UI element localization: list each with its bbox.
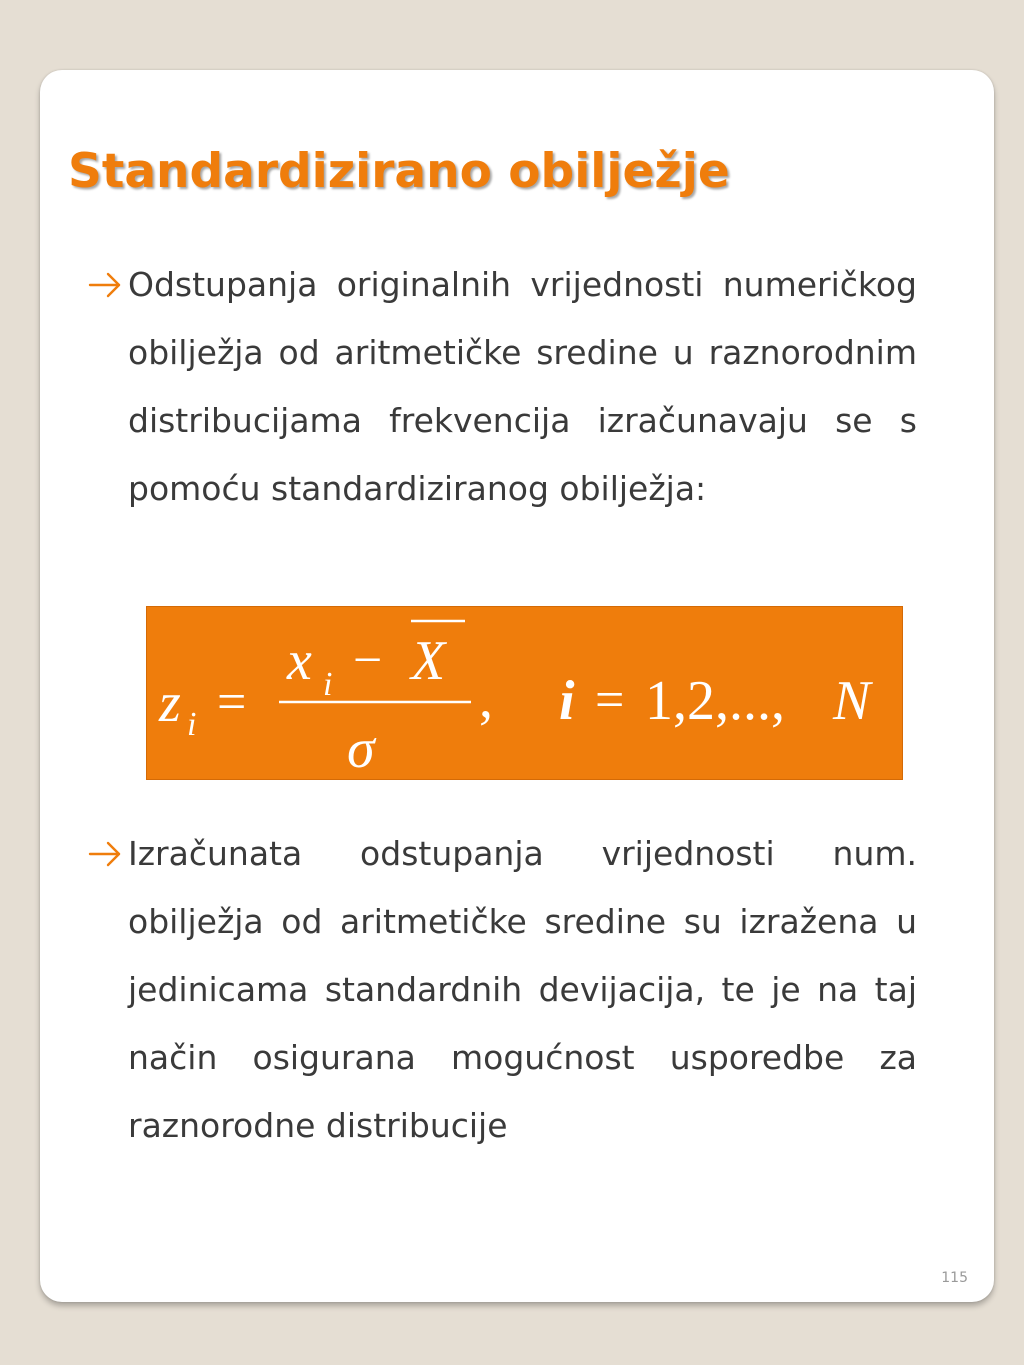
formula-comma: , — [479, 668, 493, 730]
slide — [40, 70, 994, 1302]
slide-title: Standardizirano obilježje — [68, 144, 730, 199]
formula-numerator-subscript: i — [323, 666, 333, 703]
bullet-text: Izračunata odstupanja vrijednosti num. obilježja od aritmetičke sredine su izražena u jedinicama standardnih devijacija, te je na taj način osigurana mogućnost usporedbe za raznorodne distribucije — [128, 834, 917, 1145]
formula-index-range: 1,2,..., — [645, 670, 785, 732]
formula-index-max: N — [833, 670, 871, 732]
bullet-item — [88, 251, 917, 523]
formula-lhs-subscript: i — [187, 706, 197, 743]
formula-equals: = — [217, 674, 247, 731]
arrow-right-icon — [88, 837, 124, 871]
standardized-variable-formula — [147, 607, 902, 779]
arrow-right-icon — [88, 268, 124, 302]
formula-numerator-var: x — [287, 630, 312, 692]
formula-index-var: i — [559, 670, 575, 732]
formula-index-equals: = — [595, 672, 625, 729]
page-number: 115 — [941, 1270, 968, 1286]
formula-denominator: σ — [347, 718, 375, 779]
formula-mean: X — [411, 630, 446, 692]
formula-minus: − — [353, 632, 383, 689]
formula-lhs: z — [159, 672, 181, 734]
bullet-text: Odstupanja originalnih vrijednosti numeričkog obilježja od aritmetičke sredine u raznorodnim distribucijama frekvencija izračunavaju se s pomoću standardiziranog obilježja: — [128, 265, 917, 508]
formula-box — [146, 606, 903, 780]
bullet-item — [88, 820, 917, 1160]
